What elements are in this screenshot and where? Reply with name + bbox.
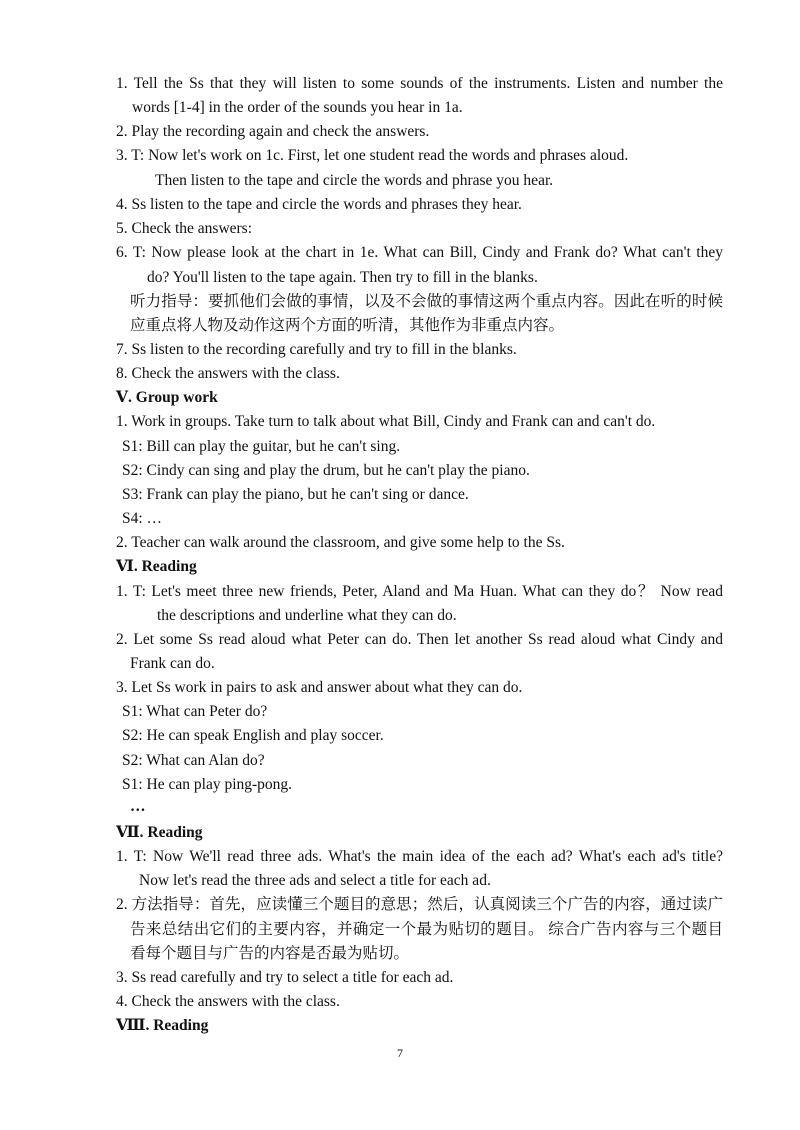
text-line: 应重点将人物及动作这两个方面的听清，其他作为非重点内容。 (130, 317, 565, 334)
ellipsis-line: … (130, 798, 146, 815)
text-line: 看每个题目与广告的内容是否最为贴切。 (130, 945, 410, 962)
text-line: 4. Check the answers with the class. (116, 993, 340, 1010)
text-line: 听力指导：要抓他们会做的事情，以及不会做的事情这两个重点内容。因此在听的时候 (130, 293, 723, 310)
text-line: 3. Let Ss work in pairs to ask and answer about what they can do. (116, 679, 523, 696)
text-line: S2: He can speak English and play soccer. (122, 727, 384, 744)
section-heading: Ⅵ. Reading (116, 558, 197, 575)
text-line: Frank can do. (130, 655, 215, 672)
text-line: 5. Check the answers: (116, 220, 253, 237)
text-line: 2. Let some Ss read aloud what Peter can do. Then let another Ss read aloud what Cindy and (116, 631, 723, 648)
text-line: do? You'll listen to the tape again. Then try to fill in the blanks. (147, 269, 538, 286)
text-line: 4. Ss listen to the tape and circle the words and phrases they hear. (116, 196, 522, 213)
text-line: 2. Play the recording again and check the answers. (116, 123, 430, 140)
text-line: 2. 方法指导：首先，应读懂三个题目的意思；然后，认真阅读三个广告的内容，通过读广 (116, 896, 723, 913)
text-line: S2: Cindy can sing and play the drum, but he can't play the piano. (122, 462, 530, 479)
text-line: S1: Bill can play the guitar, but he can't sing. (122, 438, 401, 455)
text-line: 1. Tell the Ss that they will listen to some sounds of the instruments. Listen and number the (116, 75, 723, 92)
text-line: 6. T: Now please look at the chart in 1e. What can Bill, Cindy and Frank do? What can't they (116, 244, 723, 261)
text-line: S2: What can Alan do? (122, 752, 265, 769)
text-line: the descriptions and underline what they can do. (157, 607, 457, 624)
text-line: 1. Work in groups. Take turn to talk about what Bill, Cindy and Frank can and can't do. (116, 413, 656, 430)
section-heading: Ⅶ. Reading (116, 824, 203, 841)
text-line: S3: Frank can play the piano, but he can't sing or dance. (122, 486, 469, 503)
text-line: Then listen to the tape and circle the words and phrase you hear. (155, 172, 554, 189)
text-line: 1. T: Now We'll read three ads. What's the main idea of the each ad? What's each ad's title? (116, 848, 723, 865)
page-number: 7 (397, 1046, 403, 1060)
section-heading: Ⅴ. Group work (116, 389, 218, 406)
text-line: 8. Check the answers with the class. (116, 365, 340, 382)
text-line: 7. Ss listen to the recording carefully and try to fill in the blanks. (116, 341, 517, 358)
text-line: 3. T: Now let's work on 1c. First, let one student read the words and phrases aloud. (116, 147, 629, 164)
text-line: 2. Teacher can walk around the classroom, and give some help to the Ss. (116, 534, 565, 551)
text-line: 1. T: Let's meet three new friends, Peter, Aland and Ma Huan. What can they do？ Now read (116, 583, 723, 600)
text-line: S1: He can play ping-pong. (122, 776, 293, 793)
text-line: S1: What can Peter do? (122, 703, 268, 720)
text-line: Now let's read the three ads and select a title for each ad. (139, 872, 491, 889)
text-line: 告来总结出它们的主要内容，并确定一个最为贴切的题目。 综合广告内容与三个题目 (130, 921, 723, 938)
text-line: words [1-4] in the order of the sounds you hear in 1a. (132, 99, 463, 116)
text-line: 3. Ss read carefully and try to select a title for each ad. (116, 969, 454, 986)
section-heading: Ⅷ. Reading (116, 1017, 209, 1034)
text-line: S4: … (122, 510, 163, 527)
